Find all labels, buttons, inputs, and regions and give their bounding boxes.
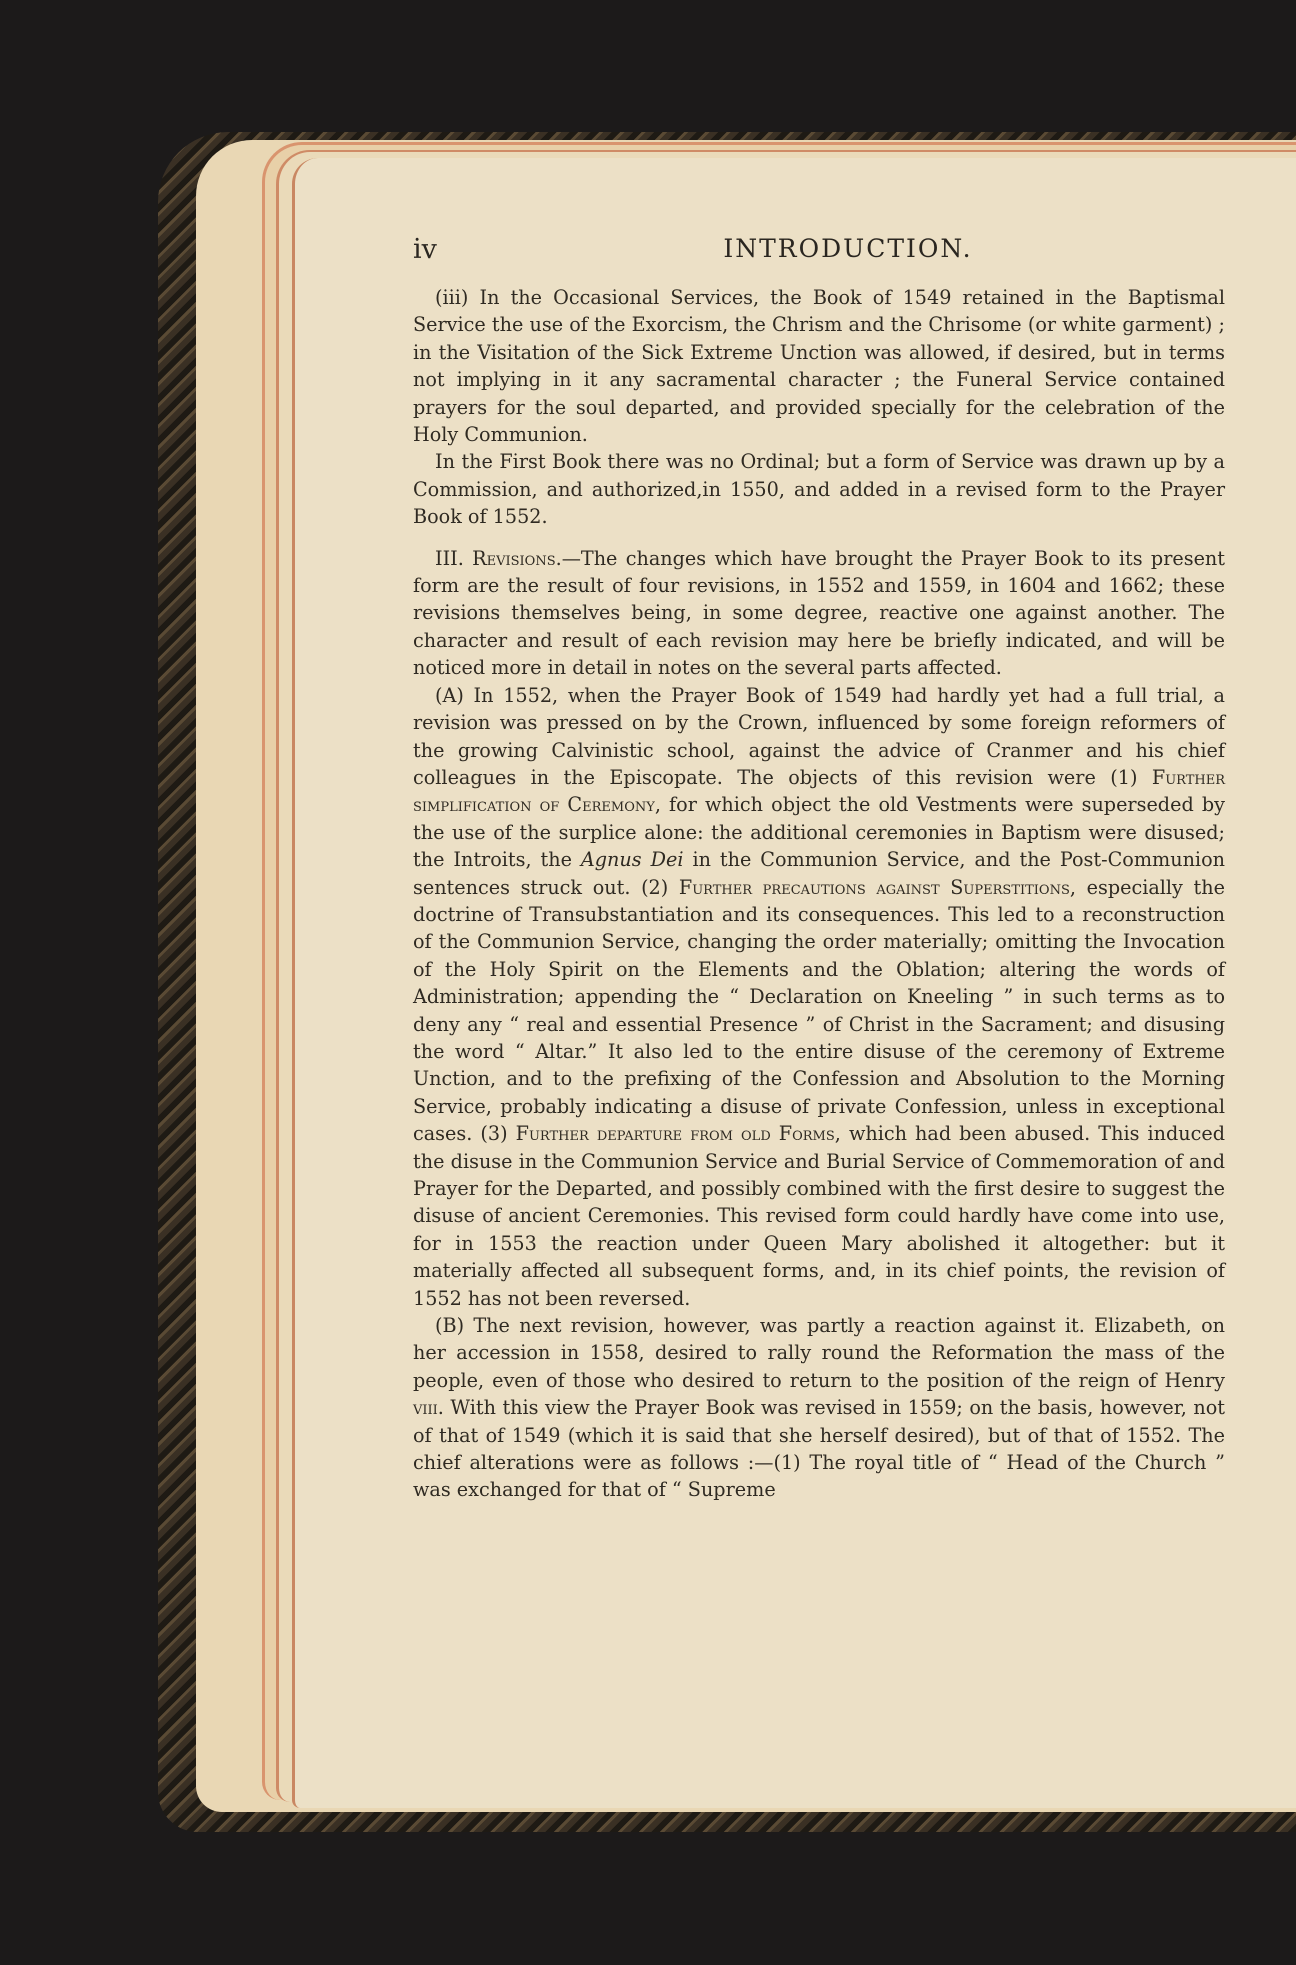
paragraph-text: , for which object the old Vestments were superseded by the use of the surplice alone: the additional ceremonies in Baptism were disused; the Introits, the bbox=[413, 793, 1225, 872]
page-number: iv bbox=[413, 234, 437, 265]
paragraph-revision-1552 bbox=[413, 682, 1225, 1312]
running-head: INTRODUCTION. bbox=[723, 234, 973, 263]
paragraph-revision-1559 bbox=[413, 1312, 1225, 1504]
paragraph-text: , which had been abused. This induced the disuse in the Communion Service and Burial Service of Commemoration of and Prayer for the Departed, and possibly combined with the first desire to suggest the disuse of ancient Ceremonies. This revised form could hardly have come into use, for in 1553 the reaction under Queen Mary abolished it altogether: but it materially affected all subsequent forms, and, in its chief points, the revision of 1552 has not been reversed. bbox=[413, 1122, 1225, 1310]
small-caps-term: viii bbox=[413, 1396, 438, 1420]
paragraph-text: In the First Book there was no Ordinal; but a form of Service was drawn up by a Commission, and authorized,in 1550, and added in a revised form to the Prayer Book of 1552. bbox=[413, 450, 1225, 529]
book-page bbox=[292, 158, 1296, 1808]
paragraph-text: (B) The next revision, however, was partly a reaction against it. Elizabeth, on her accession in 1558, desired to rally round the Reformation the mass of the people, even of those who desired to return to the position of the reign of Henry bbox=[413, 1314, 1225, 1392]
small-caps-term: Further simplification of Ceremony bbox=[413, 765, 1225, 817]
paragraph-text: (iii) In the Occasional Services, the Book of 1549 retained in the Baptismal Service the use of the Exorcism, the Chrism and the Chrisome (or white garment) ; in the Visitation of the Sick Extreme Unction was allowed, if desired, but in terms not implying in it any sacramental character ; the Funeral Service contained prayers for the soul departed, and provided specially for the celebration of the Holy Communion. bbox=[413, 286, 1225, 447]
section-heading: Revisions. bbox=[472, 546, 562, 570]
italic-term: Agnus Dei bbox=[580, 848, 684, 872]
paragraph-text: (A) In 1552, when the Prayer Book of 1549 had hardly yet had a full trial, a revision was pressed on by the Crown, influenced by some foreign reformers of the growing Calvinistic school, against the advice of Cranmer and his chief colleagues in the Episcopate. The objects of this revision were (1) bbox=[413, 683, 1225, 789]
small-caps-term: Further departure from old Forms bbox=[515, 1122, 835, 1146]
paragraph-text: , especially the doctrine of Transubstantiation and its consequences. This led to a reconstruction of the Communion Service, changing the order materially; omitting the Invocation of the Holy Spirit on the Elements and the Oblation; altering the words of Administration; appending the “ Declaration on Kneeling ” in such terms as to deny any “ real and essential Presence ” of Christ in the Sacrament; and disusing the word “ Altar.” It also led to the entire disuse of the ceremony of Extreme Unction, and to the prefixing of the Confession and Absolution to the Morning Service, probably indicating a disuse of private Confession, unless in exceptional cases. (3) bbox=[413, 875, 1225, 1146]
paragraph-revisions bbox=[413, 545, 1225, 682]
paragraph-occasional-services bbox=[413, 284, 1225, 448]
paragraph-text: in the Communion Service, and the Post-Communion sentences struck out. (2) bbox=[413, 848, 1225, 899]
paragraph-ordinal bbox=[413, 448, 1225, 530]
section-number: III. bbox=[435, 546, 464, 570]
paragraph-text: —The changes which have brought the Prayer Book to its present form are the result of four revisions, in 1552 and 1559, in 1604 and 1662; these revisions themselves being, in some degree, reactive one against another. The character and result of each revision may here be briefly indicated, and will be noticed more in detail in notes on the several parts affected. bbox=[413, 546, 1225, 680]
body-text bbox=[413, 284, 1225, 1504]
page-header bbox=[413, 234, 1283, 270]
small-caps-term: Further precautions against Superstitions bbox=[678, 875, 1070, 899]
paragraph-text: . With this view the Prayer Book was revised in 1559; on the basis, however, not of that of 1549 (which it is said that she herself desired), but of that of 1552. The chief alterations were as follows :—(1) The royal title of “ Head of the Church ” was exchanged for that of “ Supreme bbox=[413, 1396, 1225, 1502]
